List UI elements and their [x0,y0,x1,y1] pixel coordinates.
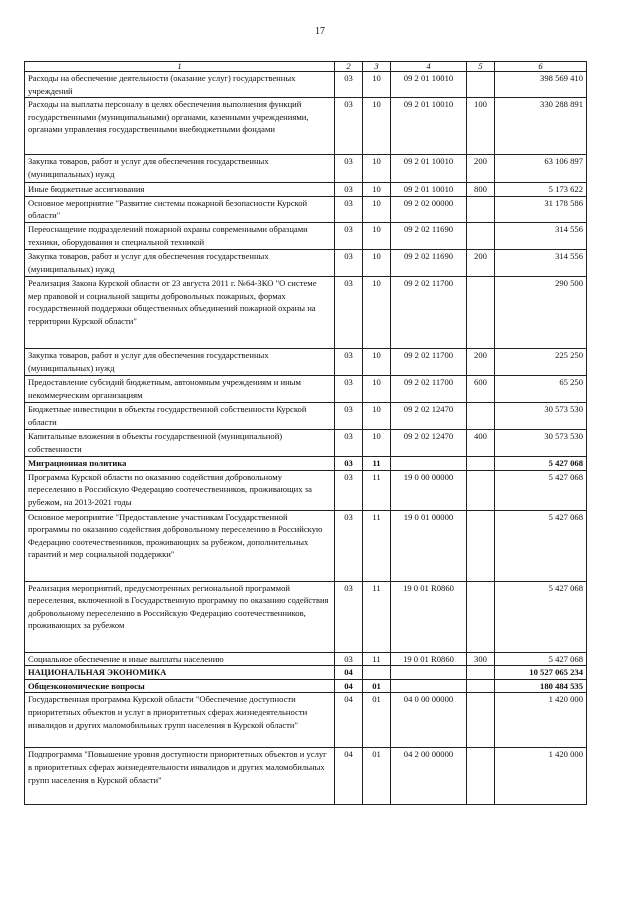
table-row [25,402,587,429]
row-name: Основное мероприятие "Развитие системы пожарной безопасности Курской области" [25,196,335,222]
row-name: Миграционная политика [25,456,335,470]
header-col-6: 6 [495,62,587,72]
row-target-code: 09 2 02 11690 [391,222,467,249]
row-target-code: 09 2 01 10010 [391,155,467,183]
row-name: Основное мероприятие "Предоставление участникам Государственной программы по оказанию содействия добровольному переселению в Российскую Федерацию соотечественников, проживающих за рубежом, дополнительных гарантий и мер социальной поддержки" [25,510,335,581]
row-subsection: 10 [363,72,391,98]
row-name: НАЦИОНАЛЬНАЯ ЭКОНОМИКА [25,666,335,680]
row-subsection: 10 [363,375,391,402]
row-target-code: 19 0 00 00000 [391,470,467,510]
table-row [25,429,587,456]
row-name: Реализация мероприятий, предусмотренных региональной программой переселения, включенной в Государственную программу по оказанию содействия добровольному переселению в Российскую Федерацию соотечественников, проживающих за рубежом [25,581,335,652]
row-name: Подпрограмма "Повышение уровня доступности приоритетных объектов и услуг в приоритетных сферах жизнедеятельности инвалидов и других маломобильных групп населения в Курской области" [25,748,335,805]
row-target-code [391,456,467,470]
row-amount: 5 427 068 [495,581,587,652]
row-amount: 5 427 068 [495,470,587,510]
row-name: Закупка товаров, работ и услуг для обеспечения государственных (муниципальных) нужд [25,249,335,276]
row-subsection: 11 [363,510,391,581]
row-name: Закупка товаров, работ и услуг для обеспечения государственных (муниципальных) нужд [25,155,335,183]
row-subsection: 10 [363,348,391,375]
row-target-code: 09 2 02 11700 [391,375,467,402]
table-row [25,693,587,748]
row-subsection: 10 [363,155,391,183]
row-subsection: 10 [363,196,391,222]
row-name: Общеэкономические вопросы [25,679,335,693]
row-name: Программа Курской области по оказанию содействия добровольному переселению в Российскую Федерацию соотечественников, проживающих за рубежом, на 2013-2021 годы [25,470,335,510]
table-row [25,470,587,510]
row-amount: 5 427 068 [495,652,587,666]
row-name: Переоснащение подразделений пожарной охраны современными образцами техники, оборудования и специальной техникой [25,222,335,249]
row-amount: 63 106 897 [495,155,587,183]
table-row [25,679,587,693]
table-row [25,348,587,375]
row-amount: 30 573 530 [495,402,587,429]
row-amount: 180 484 535 [495,679,587,693]
row-expense-type [467,581,495,652]
row-expense-type: 200 [467,348,495,375]
row-section: 03 [335,470,363,510]
row-amount: 1 420 000 [495,748,587,805]
row-target-code: 09 2 01 10010 [391,72,467,98]
table-row [25,98,587,155]
header-col-4: 4 [391,62,467,72]
row-subsection: 01 [363,693,391,748]
row-expense-type [467,666,495,680]
row-section: 03 [335,581,363,652]
table-row [25,72,587,98]
row-section: 03 [335,183,363,197]
row-expense-type: 600 [467,375,495,402]
row-section: 04 [335,748,363,805]
table-row [25,222,587,249]
page-number: 17 [315,26,325,37]
row-subsection: 10 [363,402,391,429]
row-target-code: 09 2 01 10010 [391,183,467,197]
row-section: 03 [335,510,363,581]
table-row [25,652,587,666]
row-section: 03 [335,402,363,429]
row-section: 03 [335,456,363,470]
header-col-5: 5 [467,62,495,72]
row-target-code: 19 0 01 00000 [391,510,467,581]
row-target-code: 19 0 01 R0860 [391,581,467,652]
row-subsection: 10 [363,183,391,197]
row-target-code [391,666,467,680]
row-amount: 31 178 586 [495,196,587,222]
row-subsection: 01 [363,748,391,805]
row-amount: 1 420 000 [495,693,587,748]
row-target-code: 09 2 01 10010 [391,98,467,155]
row-amount: 5 427 068 [495,456,587,470]
row-subsection: 11 [363,652,391,666]
row-expense-type: 200 [467,155,495,183]
row-amount: 10 527 065 234 [495,666,587,680]
row-expense-type [467,276,495,348]
row-subsection: 10 [363,222,391,249]
row-name: Государственная программа Курской области "Обеспечение доступности приоритетных объектов и услуг в приоритетных сферах жизнедеятельности инвалидов и других маломобильных групп населения в Курской области" [25,693,335,748]
row-target-code: 09 2 02 11700 [391,276,467,348]
row-section: 03 [335,429,363,456]
row-subsection: 10 [363,429,391,456]
row-expense-type: 800 [467,183,495,197]
row-expense-type [467,456,495,470]
row-name: Иные бюджетные ассигнования [25,183,335,197]
row-section: 04 [335,693,363,748]
row-section: 03 [335,196,363,222]
header-col-1: 1 [25,62,335,72]
row-subsection: 10 [363,276,391,348]
row-target-code: 09 2 02 11690 [391,249,467,276]
row-amount: 5 427 068 [495,510,587,581]
row-target-code: 19 0 01 R0860 [391,652,467,666]
table-row [25,183,587,197]
row-expense-type [467,693,495,748]
row-name: Расходы на выплаты персоналу в целях обеспечения выполнения функций государственными (муниципальными) органами, казенными учреждениями, органами управления государственными внебюджетными фондами [25,98,335,155]
table-row [25,581,587,652]
row-expense-type [467,72,495,98]
row-target-code: 09 2 02 00000 [391,196,467,222]
row-expense-type [467,196,495,222]
table-row [25,375,587,402]
table-row [25,748,587,805]
header-col-2: 2 [335,62,363,72]
row-amount: 398 569 410 [495,72,587,98]
row-target-code: 04 2 00 00000 [391,748,467,805]
row-name: Капитальные вложения в объекты государственной (муниципальной) собственности [25,429,335,456]
row-section: 03 [335,72,363,98]
row-section: 03 [335,348,363,375]
row-expense-type [467,222,495,249]
row-amount: 225 250 [495,348,587,375]
table-row [25,456,587,470]
row-name: Реализация Закона Курской области от 23 августа 2011 г. №64-ЗКО "О системе мер правовой и социальной защиты добровольных пожарных, формах государственной поддержки общественных объединений пожарной охраны на территории Курской области" [25,276,335,348]
budget-table [24,61,587,805]
table-row [25,155,587,183]
row-section: 03 [335,652,363,666]
row-amount: 314 556 [495,249,587,276]
row-subsection: 10 [363,249,391,276]
row-section: 03 [335,375,363,402]
row-name: Расходы на обеспечение деятельности (оказание услуг) государственных учреждений [25,72,335,98]
header-col-3: 3 [363,62,391,72]
row-expense-type [467,402,495,429]
row-section: 04 [335,679,363,693]
row-target-code: 09 2 02 11700 [391,348,467,375]
table-row [25,196,587,222]
row-subsection: 11 [363,456,391,470]
row-expense-type [467,470,495,510]
header-row [25,62,587,72]
row-section: 03 [335,249,363,276]
row-target-code [391,679,467,693]
row-target-code: 09 2 02 12470 [391,429,467,456]
table-row [25,249,587,276]
row-target-code: 04 0 00 00000 [391,693,467,748]
row-expense-type [467,679,495,693]
row-expense-type [467,748,495,805]
row-amount: 330 288 891 [495,98,587,155]
row-amount: 5 173 622 [495,183,587,197]
row-expense-type: 200 [467,249,495,276]
row-section: 03 [335,276,363,348]
row-amount: 290 500 [495,276,587,348]
row-subsection: 01 [363,679,391,693]
row-target-code: 09 2 02 12470 [391,402,467,429]
row-expense-type [467,510,495,581]
row-subsection: 11 [363,470,391,510]
row-expense-type: 100 [467,98,495,155]
table-row [25,276,587,348]
table-row [25,666,587,680]
row-subsection: 10 [363,98,391,155]
row-amount: 30 573 530 [495,429,587,456]
row-section: 03 [335,222,363,249]
row-amount: 65 250 [495,375,587,402]
row-amount: 314 556 [495,222,587,249]
row-section: 04 [335,666,363,680]
row-name: Социальное обеспечение и иные выплаты населению [25,652,335,666]
row-name: Бюджетные инвестиции в объекты государственной собственности Курской области [25,402,335,429]
row-section: 03 [335,155,363,183]
row-subsection: 11 [363,581,391,652]
row-name: Закупка товаров, работ и услуг для обеспечения государственных (муниципальных) нужд [25,348,335,375]
table-row [25,510,587,581]
row-name: Предоставление субсидий бюджетным, автономным учреждениям и иным некоммерческим организациям [25,375,335,402]
row-section: 03 [335,98,363,155]
row-expense-type: 400 [467,429,495,456]
row-expense-type: 300 [467,652,495,666]
row-subsection [363,666,391,680]
